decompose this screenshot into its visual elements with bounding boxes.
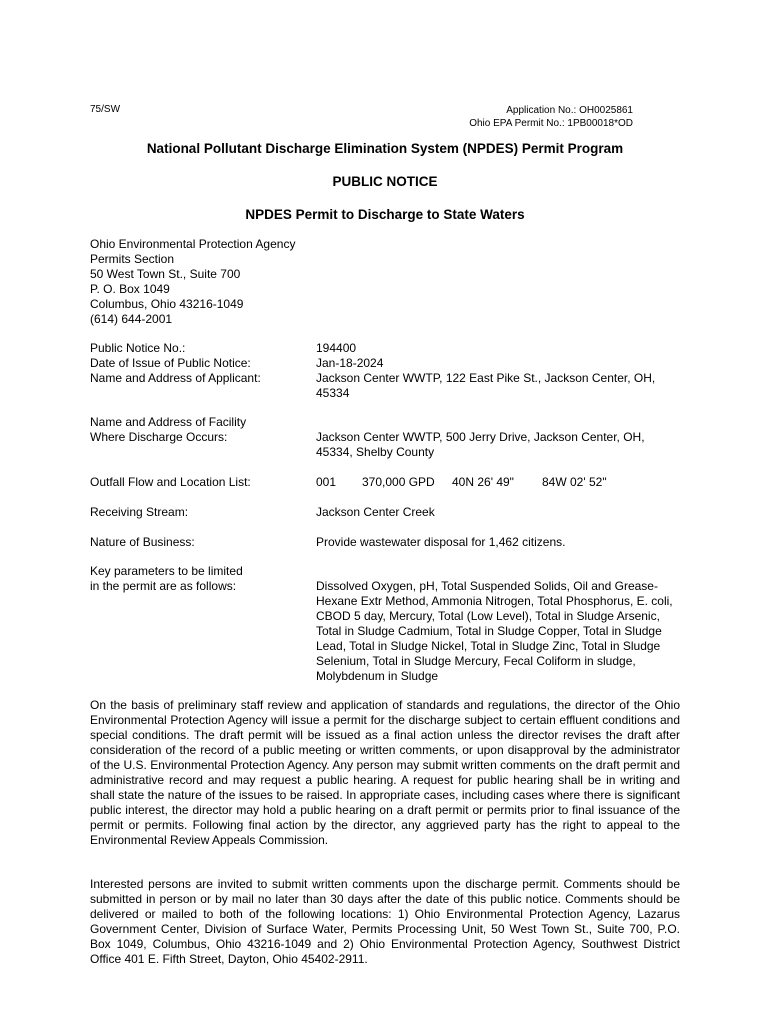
notice-no-value: 194400 [316, 341, 357, 355]
agency-phone: (614) 644-2001 [90, 312, 173, 326]
facility-label-line-1: Name and Address of Facility [90, 415, 247, 429]
business-value: Provide wastewater disposal for 1,462 citizens. [316, 535, 566, 549]
public-notice-title: PUBLIC NOTICE [332, 174, 438, 189]
program-title: National Pollutant Discharge Elimination System (NPDES) Permit Program [146, 141, 624, 156]
applicant-value: Jackson Center WWTP, 122 East Pike St., Jackson Center, OH, 45334 [316, 371, 656, 400]
agency-po-box: P. O. Box 1049 [90, 282, 170, 296]
header-code: 75/SW [90, 104, 121, 115]
facility-label-line-2: Where Discharge Occurs: [90, 430, 228, 444]
business-label: Nature of Business: [90, 535, 195, 549]
outfall-flow: 370,000 GPD [362, 475, 435, 489]
epa-permit-number: Ohio EPA Permit No.: 1PB00018*OD [469, 118, 633, 129]
paragraph-final-action: On the basis of preliminary staff review and application of standards and regulations, the director of the Ohio Environmental Protection Agency will issue a permit for the discharge subject to certain effluent conditions and special conditions. The draft permit will be issued as a final action unless the director revises the draft after consideration of the record of a public meeting or written comments, or upon disapproval by the administrator of the U.S. Environmental Protection Agency. Any person may submit written comments on the draft permit and administrative record and may request a public hearing. A request for public hearing shall be in writing and shall state the nature of the issues to be raised. In appropriate cases, including cases where there is significant public interest, the director may hold a public hearing on a draft permit or permits prior to final issuance of the permit or permits. Following final action by the director, any aggrieved party has the right to appeal to the Environmental Review Appeals Commission. [90, 698, 680, 847]
facility-value: Jackson Center WWTP, 500 Jerry Drive, Jackson Center, OH, 45334, Shelby County [316, 430, 645, 459]
applicant-label: Name and Address of Applicant: [90, 371, 261, 385]
outfall-latitude: 40N 26' 49" [452, 475, 514, 489]
params-labels [90, 564, 310, 594]
notice-labels [90, 341, 310, 386]
agency-section: Permits Section [90, 252, 175, 266]
stream-value: Jackson Center Creek [316, 505, 435, 519]
issue-date-value: Jan-18-2024 [316, 356, 384, 370]
outfall-values [316, 475, 680, 490]
agency-name: Ohio Environmental Protection Agency [90, 237, 296, 251]
agency-city: Columbus, Ohio 43216-1049 [90, 297, 244, 311]
header-permit-info [469, 104, 633, 130]
agency-street: 50 West Town St., Suite 700 [90, 267, 241, 281]
params-label-line-1: Key parameters to be limited [90, 564, 243, 578]
notice-values [316, 341, 680, 401]
params-value: Dissolved Oxygen, pH, Total Suspended Solids, Oil and Grease-Hexane Extr Method, Ammonia Nitrogen, Total Phosphorus, E. coli, CBOD 5 day, Mercury, Total (Low Level), Total in Sludge Arsenic, Total in Sludge Cadmium, Total in Sludge Copper, Total in Sludge Lead, Total in Sludge Nickel, Total in Sludge Zinc, Total in Sludge Selenium, Total in Sludge Mercury, Fecal Coliform in sludge, Molybdenum in Sludge [316, 579, 673, 683]
agency-address [90, 237, 295, 327]
params-label-line-2: in the permit are as follows: [90, 579, 237, 593]
facility-labels [90, 415, 310, 445]
outfall-number: 001 [316, 475, 337, 489]
notice-no-label: Public Notice No.: [90, 341, 186, 355]
stream-label: Receiving Stream: [90, 505, 189, 519]
outfall-longitude: 84W 02' 52" [542, 475, 607, 489]
issue-date-label: Date of Issue of Public Notice: [90, 356, 251, 370]
paragraph-comments: Interested persons are invited to submit written comments upon the discharge permit. Comments should be submitted in person or by mail no later than 30 days after the date of this public notice. Comments should be delivered or mailed to both of the following locations: 1) Ohio Environmental Protection Agency, Lazarus Government Center, Division of Surface Water, Permits Processing Unit, 50 West Town St., Suite 700, P.O. Box 1049, Columbus, Ohio 43216-1049 and 2) Ohio Environmental Protection Agency, Southwest District Office 401 E. Fifth Street, Dayton, Ohio 45402-2911. [90, 877, 680, 966]
permit-title: NPDES Permit to Discharge to State Waters [245, 207, 525, 222]
outfall-label: Outfall Flow and Location List: [90, 475, 251, 489]
application-number: Application No.: OH0025861 [506, 105, 633, 116]
